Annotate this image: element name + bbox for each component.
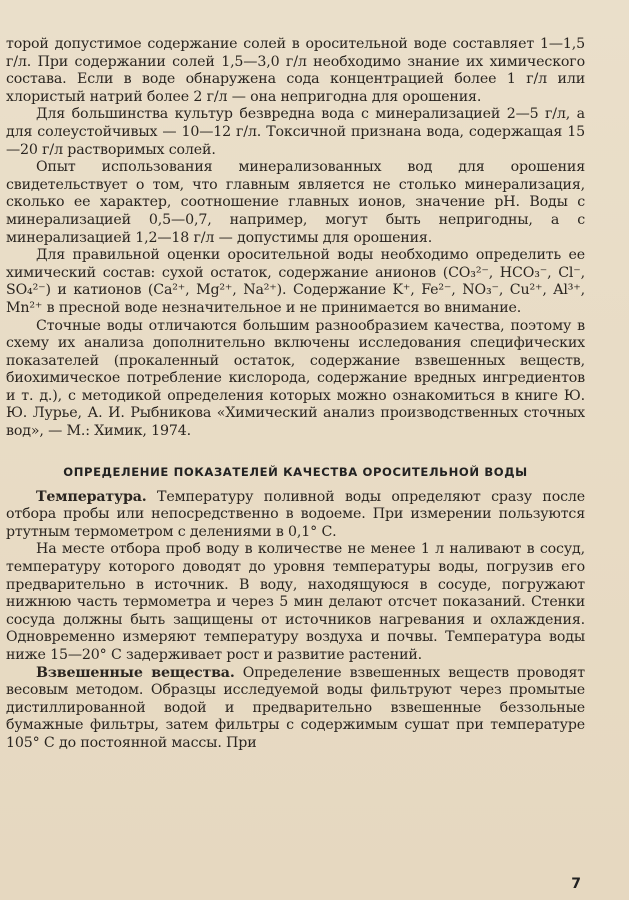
paragraph-temperature — [6, 489, 585, 542]
suspended-text: Определение взвешенных веществ проводят весовым методом. Образцы исследуемой воды фильтруют через промытые дистиллированной водой и предварительно взвешенные беззольные бумажные фильтры, затем фильтры с содержимым сушат при температуре 105° С до постоянной массы. При — [6, 664, 585, 751]
term-suspended-solids: Взвешенные вещества. — [36, 664, 235, 681]
term-temperature: Температура. — [36, 488, 147, 505]
paragraph-experience: Опыт использования минерализованных вод для орошения свидетельствует о том, что главным является не столько минерализация, сколько ее характер, соотношение главных ионов, значение pH. Воды с минерализацией 0,5—0,7, например, могут быть непригодны, а с минерализацией 1,2—18 г/л — допустимы для орошения. — [6, 159, 585, 246]
paragraph-temperature-procedure: На месте отбора проб воду в количестве не менее 1 л наливают в сосуд, температуру которого доводят до уровня температуры воды, погрузив его предварительно в источник. В воду, находящуюся в сосуде, погружают нижнюю часть термометра и через 5 мин делают отсчет показаний. Стенки сосуда должны быть защищены от источников нагревания и охлаждения. Одновременно измеряют температуру воздуха и почвы. Температура воды ниже 15—20° С задерживает рост и развитие растений. — [6, 541, 585, 663]
page-number: 7 — [571, 876, 581, 892]
paragraph-suspended-solids — [6, 665, 585, 753]
paragraph-salt-content: торой допустимое содержание солей в оросительной воде составляет 1—1,5 г/л. При содержании солей 1,5—3,0 г/л необходимо знание их химического состава. Если в воде обнаружена сода концентрацией более 1 г/л или хлористый натрий более 2 г/л — она непригодна для орошения. — [6, 36, 585, 105]
paragraph-chemical-composition: Для правильной оценки оросительной воды необходимо определить ее химический состав: сухой остаток, содержание анионов (CO₃²⁻, HCO₃⁻, Cl⁻, SO₄²⁻) и катионов (Ca²⁺, Mg²⁺, Na²⁺). Содержание K⁺, Fe²⁻, NO₃⁻, Cu²⁺, Al³⁺, Mn²⁺ в пресной воде незначительное и не принимается во внимание. — [6, 247, 585, 316]
paragraph-wastewater: Сточные воды отличаются большим разнообразием качества, поэтому в схему их анализа дополнительно включены исследования специфических показателей (прокаленный остаток, содержание взвешенных веществ, биохимическое потребление кислорода, содержание вредных ингредиентов и т. д.), с методикой определения которых можно ознакомиться в книге Ю. Ю. Лурье, А. И. Рыбникова «Химический анализ производственных сточных вод», — М.: Химик, 1974. — [6, 317, 585, 440]
section-heading: ОПРЕДЕЛЕНИЕ ПОКАЗАТЕЛЕЙ КАЧЕСТВА ОРОСИТЕЛЬНОЙ ВОДЫ — [63, 464, 528, 479]
paragraph-mineralization: Для большинства культур безвредна вода с минерализацией 2—5 г/л, а для солеустойчивых — 10—12 г/л. Токсичной признана вода, содержащая 15—20 г/л растворимых солей. — [6, 106, 585, 158]
temperature-text: Температуру поливной воды определяют сразу после отбора пробы или непосредственно в водоеме. При измерении пользуются ртутным термометром с делениями в 0,1° С. — [6, 488, 585, 540]
